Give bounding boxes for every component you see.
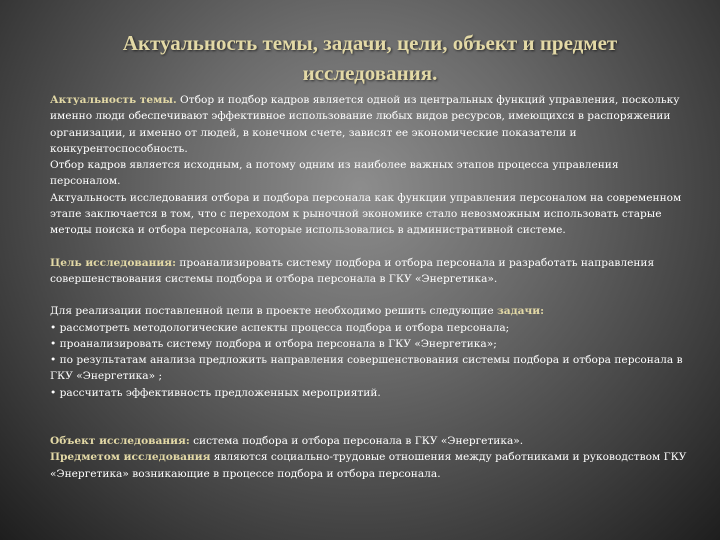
relevance-paragraph-3: Актуальность исследования отбора и подбора персонала как функции управления персоналом на современном этапе заключается в том, что с переходом к рыночной экономике стало невозможным использовать старые методы поиска и отбора персонала, которые использовались в административной системе.: [50, 191, 682, 237]
slide-content: [50, 92, 690, 482]
object-text: система подбора и отбора персонала в ГКУ «Энергетика».: [189, 435, 524, 448]
goal-label: Цель исследования:: [50, 256, 176, 269]
spacer: [50, 417, 690, 433]
relevance-paragraph-2: Отбор кадров является исходным, а потому одним из наиболее важных этапов процесса управления персоналом.: [50, 159, 619, 188]
spacer: [50, 287, 690, 303]
relevance-paragraph: [50, 92, 690, 157]
slide-title: Актуальность темы, задачи, цели, объект и предмет исследования.: [122, 31, 618, 85]
object-paragraph: [50, 433, 690, 449]
tasks-label: задачи:: [497, 305, 545, 318]
relevance-text: Отбор и подбор кадров является одной из центральных функций управления, поскольку именно люди обеспечивают эффективное использование любых видов ресурсов, имеющихся в распоряжении организации, и именно от людей, в конечном счете, зависят ее экономические показатели и конкурентоспособность.: [50, 94, 680, 155]
tasks-intro: Для реализации поставленной цели в проекте необходимо решить следующие: [50, 305, 497, 318]
spacer: [50, 401, 690, 417]
goal-paragraph: [50, 255, 690, 288]
task-item: • рассмотреть методологические аспекты процесса подбора и отбора персонала;: [50, 320, 690, 336]
task-item: • по результатам анализа предложить направления совершенствования системы подбора и отбора персонала в ГКУ «Энергетика» ;: [50, 352, 690, 385]
spacer: [50, 239, 690, 255]
subject-label: Предметом исследования: [50, 451, 211, 464]
subject-paragraph: [50, 449, 690, 482]
object-label: Объект исследования:: [50, 435, 190, 448]
task-item: • проанализировать систему подбора и отбора персонала в ГКУ «Энергетика»;: [50, 336, 690, 352]
subject-text: являются социально-трудовые отношения между работниками и руководством ГКУ «Энергетика» возникающие в процессе подбора и отбора персонала.: [50, 451, 687, 480]
relevance-label: Актуальность темы.: [50, 94, 177, 106]
tasks-intro-paragraph: [50, 303, 690, 319]
task-item: • рассчитать эффективность предложенных мероприятий.: [50, 385, 690, 401]
goal-text: проанализировать систему подбора и отбора персонала и разработать направления совершенствования системы подбора и отбора персонала в ГКУ «Энергетика».: [50, 256, 655, 285]
